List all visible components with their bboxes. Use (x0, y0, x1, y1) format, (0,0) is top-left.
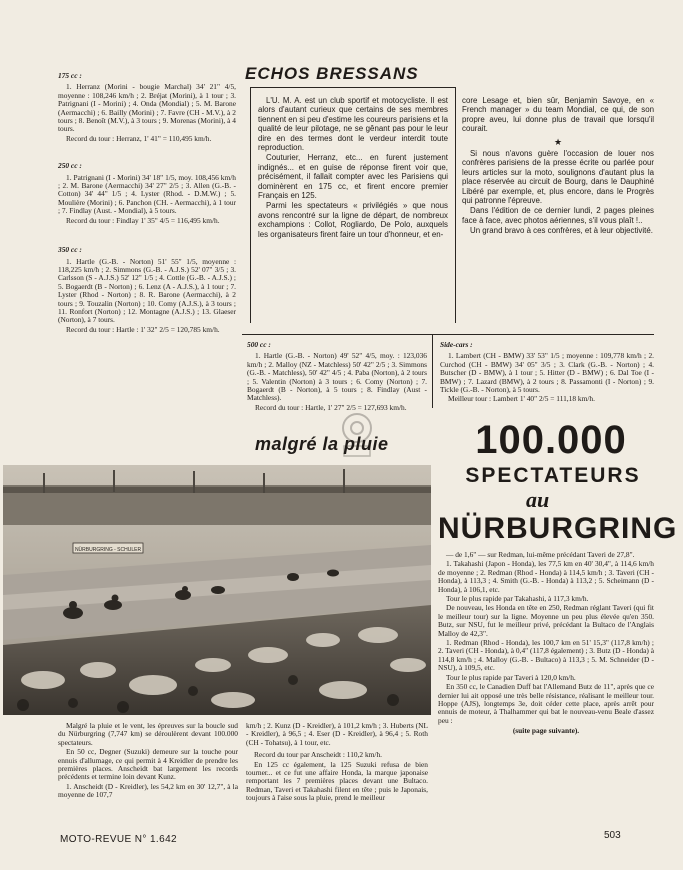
echos-paragraph-7: Un grand bravo à ces confrères, et à leur objectivité. (470, 226, 653, 236)
headline-au: au (526, 487, 550, 512)
sidecars-label: Side-cars : (440, 340, 473, 349)
echos-column-1 (258, 96, 448, 240)
race-photo (3, 465, 431, 715)
echos-top-rule (250, 87, 455, 88)
echos-paragraph-5: Si nous n'avons guère l'occasion de louer nos confrères parisiens de la presse écrite ou parlée pour leurs articles sur la moto, soulignons d'autant plus la place réservée au circuit de Bourg, dans le Dauphiné Libéré par exemple, et, plus encore, dans le Progrès qui patronne l'épreuve. (462, 149, 654, 206)
echos-column-2 (462, 96, 654, 237)
bottom-paragraph-5: Record du tour par Anscheidt : 110,2 km/h. (254, 750, 383, 760)
echos-title: ECHOS BRESSANS (245, 64, 419, 83)
photo-banner-text: NÜRBURGRING - SCHULER (74, 547, 142, 553)
nurburg-paragraph-1: — de 1,6" — sur Redman, lui-même précédant Taveri de 27,8". (446, 550, 635, 559)
headline-100000: 100.000 (475, 418, 627, 462)
section-350-label: 350 cc : (58, 245, 82, 255)
race-photo-illustration (3, 465, 431, 715)
watermark-logo-icon (322, 398, 392, 468)
echos-paragraph-1: L'U. M. A. est un club sportif et motocycliste. Il est alors d'autant curieux que certains de ses membres tiennent en si peu d'estime les coureurs parisiens et la qualité de leur pilotage, ne se gênant pas pour le leur dire en des termes dont le verdeur interdit toute reproduction. (258, 96, 448, 153)
nurburg-paragraph-4: De nouveau, les Honda en tête en 250, Redman réglant Taveri (qui fit le meilleur tour) sur la ligne. Moyenne un peu plus élevée qu'en 350. Butz, sur NSU, fut le meilleur privé, précédant la Bultaco de l'Anglais Malloy de 42,3". (438, 603, 654, 638)
results-left-column (58, 72, 236, 335)
section-175-results: 1. Herranz (Morini - bougie Marchal) 34' 21" 4/5, moyenne : 108,246 km/h ; 2. Bréjat (Morini), à 1 tour ; 3. Patrignani (I - Morini) ; 4. Onda (Mondial) ; 5. M. Barone (Aermacchi) ; 6. Bailly (Morini) ; 7. Favre (CH - M.V.), à 2 tours ; 8. Benoît (M.V.), à 3 tours ; 9. Morenas (Morini), à 4 tours. (58, 82, 236, 134)
nurburg-paragraph-5: 1. Redman (Rhod - Honda), les 100,7 km en 51' 15,3" (117,8 km/h) ; 2. Taveri (CH - Honda), à 0,4" (117,8 également) ; 3. Butz (D - Honda) à 114,8 km/h ; 4. Malloy (G.-B. - Bultaco) à 113,3 ; 5. M. Schneider (D - NSU), à 109,5, etc. (438, 638, 654, 673)
echos-left-rule (250, 87, 251, 323)
bottom-column-2 (246, 722, 428, 804)
section-500-results: 1. Hartle (G.-B. - Norton) 49' 52" 4/5, moy. : 123,036 km/h ; 2. Malloy (NZ - Matchless) 50' 42" 2/5 ; 3. Simmons (G.-B. - Matchless), 50' 42" 4/5 ; 4. Paba (Norton), à 2 tours ; 5. Valentin (Norton) à 3 tours ; 6. Comy (Norton) ; 7. Bogaerdt (B - Norton), à 5 tours ; 8. Findlay (Aust - Matchless). (247, 351, 427, 403)
suite-page-suivante: (suite page suivante). (512, 726, 580, 736)
bottom-paragraph-1: Malgré la pluie et le vent, les épreuves sur la boucle sud du Nürburgring (7,747 km) se déroulèrent devant 100.000 spectateurs. (58, 721, 238, 747)
sidecars-results: 1. Lambert (CH - BMW) 33' 53" 1/5 ; moyenne : 109,778 km/h ; 2. Curchod (CH - BMW) 34' 05" 3/5 ; 3. Clark (G.-B. - Norton) ; 4. Butscher (D - BMW), à 1 tour ; 5. Hitter (D - BMW) ; 6. Dal Toe (I - BMW) ; 7. Lazard (BMW), à 2 tours ; 8. Passamonti (I - Norton) ; 9. Tickle (G.-B. - Norton), à 5 tours. (440, 351, 654, 395)
bottom-paragraph-3: 1. Anscheidt (D - Kreidler), les 54,2 km en 30' 12,7", à la moyenne de 107,7 (58, 781, 238, 800)
echos-paragraph-4: core Lesage et, bien sûr, Benjamin Savoye, en « French manager » du team Mondial, ce qui, de son propre aveu, lui donne plus de travail que lorsqu'il courait. (462, 96, 654, 134)
section-350-record: Record du tour : Hartle : 1' 32" 2/5 = 120,785 km/h. (66, 324, 220, 334)
section-500-record: Record du tour : Hartle, 1' 27" 2/5 = 127,693 km/h. (255, 402, 407, 412)
sidecars-record: Meilleur tour : Lambert 1' 40" 2/5 = 111,18 km/h. (448, 394, 595, 404)
bottom-paragraph-2: En 50 cc, Degner (Suzuki) demeure sur la touche pour ennuis d'allumage, ce qui permit à 4 Kreidler de prendre les premières places. Anscheidt bat largement les records précédents et termine loin devant Kunz. (58, 747, 238, 782)
results-divider-rule (432, 334, 433, 408)
nurburg-paragraph-2: 1. Takahashi (Japon - Honda), les 77,5 km en 40' 30,4", à 114,6 km/h de moyenne ; 2. Redman (Rhod - Honda) à 114,5 km/h ; 3. Taveri (CH - Honda), à 113,3 ; 4. Smith (G.-B. - Honda) à 113,2 ; 5. Scheimann (D - Honda), à 106,1, etc. (438, 559, 654, 594)
results-top-rule (242, 334, 654, 335)
headline-nurburgring: NÜRBURGRING (438, 512, 678, 545)
echos-paragraph-3: Parmi les spectateurs « privilégiés » que nous avons rencontré sur la ligne de départ, de nombreux exchampions : Collot, Rogliardo, De Polo, auxquels les organisateurs firent faire un tour d'honneur, et en- (258, 201, 448, 239)
section-250-label: 250 cc : (58, 161, 82, 171)
section-175-record: Record du tour : Herranz, 1' 41" = 110,495 km/h. (66, 133, 212, 143)
sidecars-block (440, 341, 654, 405)
nurburg-paragraph-7: En 350 cc, le Canadien Duff bat l'Allemand Butz de 11", après que ce dernier lui ait opposé une très belle résistance, réalisant le meilleur tour. Hoppe (AJS), longtemps 3e, doit céder cette place, après arrêt pour ennuis de moteur, à Thalhammer qui bat le nouveau-venu Beale d'assez peu : (438, 682, 654, 725)
section-350-results: 1. Hartle (G.-B. - Norton) 51' 55" 1/5, moyenne : 118,225 km/h ; 2. Simmons (G.-B. - A.J.S.) 52' 07" 3/5 ; 3. Carlsson (S - A.J.S.) 52' 12" 1/5 ; 4. Cottle (G.-B. - A.J.S.) ; 5. Bogaerdt (B - Norton) ; 6. Lenz (A - A.J.S.), à 1 tour ; 7. Lyster (Rhod - Norton) ; 8. R. Barone (Aermacchi), à 2 tours ; 9. Touzalin (Norton) ; 10. Comy (A.J.S.), à 3 tours ; 11. Ronfort (Norton) ; 12. Montagne (A.J.S.) ; 13. Glaeser (Norton), à 7 tours. (58, 256, 236, 325)
nurburg-paragraph-6: Tour le plus rapide par Taveri à 120,0 km/h. (446, 672, 576, 682)
section-175-label: 175 cc : (58, 71, 82, 80)
section-250-results: 1. Patrignani (I - Morini) 34' 18" 1/5, moy. 108,456 km/h ; 2. M. Barone (Aermacchi) 34' 27" 2/5 ; 3. Allen (G.-B. - Cotton) 34' 44" 1/5 ; 4. Lyster (Rhod. - D.M.W.) ; 5. Moulière (Morini) ; 6. Panchon (CH. - Aermacchi), à 1 tour ; 7. Findlay (Aust. - Mondial), à 5 tours. (58, 172, 236, 216)
echos-paragraph-6: Dans l'édition de ce dernier lundi, 2 pages pleines face à face, avec photos aériennes, s'il vous plaît !.. (462, 206, 654, 225)
echos-mid-rule (455, 87, 456, 323)
star-separator-icon: ★ (553, 136, 563, 147)
echos-paragraph-2: Couturier, Herranz, etc... en furent justement indignés... et en guise de réponse firent voir que, précisément, il fallait compter avec les Parisiens qui dominèrent en 175 cc, et firent encore premier Français en 125. (258, 153, 448, 201)
headline-spectateurs: SPECTATEURS (465, 464, 641, 487)
footer-magazine-issue: MOTO-REVUE N° 1.642 (60, 834, 177, 845)
bottom-paragraph-6: En 125 cc également, la 125 Suzuki refusa de bien tourner... et ce fut une affaire Honda, la marque japonaise remportant les 7 premières places devant une Bultaco. Redman, Taveri et Takahashi filent en tête ; puis le Japonais, toujours à l'aise sous la pluie, prend le meilleur (246, 759, 428, 803)
section-500-label: 500 cc : (247, 340, 271, 349)
headline-malgre-la-pluie: malgré la pluie (255, 434, 389, 454)
nurburg-paragraph-3: Tour le plus rapide par Takahashi, à 117,3 km/h. (446, 594, 589, 604)
section-250-record: Record du tour : Findlay 1' 35" 4/5 = 116,495 km/h. (66, 215, 220, 225)
nurburgring-right-column (438, 551, 654, 736)
footer-page-number: 503 (604, 830, 621, 841)
bottom-column-1 (58, 722, 238, 801)
bottom-paragraph-4: km/h ; 2. Kunz (D - Kreidler), à 101,2 km/h ; 3. Huberts (NL - Kreidler), à 96,5 ; 4. Eser (D - Kreidler), à 96,4 ; 5. Roth (CH - Tohatsu), à 1 tour, etc. (246, 721, 428, 747)
